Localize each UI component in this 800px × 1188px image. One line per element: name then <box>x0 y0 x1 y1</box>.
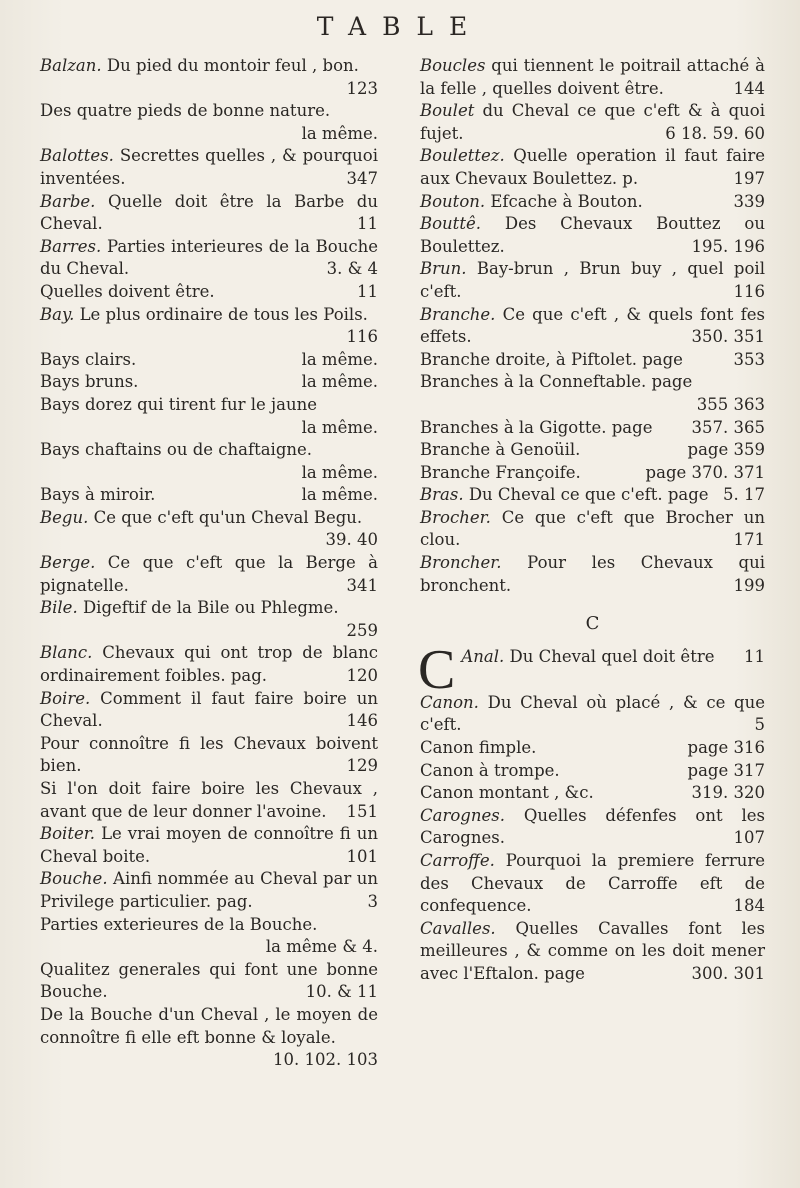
entry-text: Efcache à Bouton. <box>490 191 643 211</box>
page-reference: 11 <box>744 646 765 666</box>
index-entry <box>40 394 378 439</box>
index-entry <box>40 642 378 687</box>
entry-text: Pour les Chevaux qui bronchent. <box>420 553 765 595</box>
entry-text: Bays clairs. <box>40 349 137 369</box>
page-reference: 347 <box>346 168 378 188</box>
entry-text: Branche droite, à Piftolet. page <box>420 349 683 369</box>
index-entry <box>40 688 378 733</box>
page-reference: 129 <box>346 756 378 776</box>
index-entry <box>40 439 378 484</box>
entry-text: Parties exterieures de la Bouche. <box>40 914 318 934</box>
page-reference: 3 <box>367 891 378 911</box>
entry-text: Quelle operation il faut faire aux Chevaux Boulettez. p. <box>420 146 765 188</box>
entry-text: Qualitez generales qui font une bonne Bouche. <box>40 959 378 1002</box>
index-entry <box>420 552 765 597</box>
entry-headword: Canon. <box>420 692 479 712</box>
entry-text: Des quatre pieds de bonne nature. <box>40 101 331 121</box>
index-entry <box>420 145 765 190</box>
entry-text: Le vrai moyen de connoître fi un Cheval boite. <box>40 824 378 866</box>
page-reference: 123 <box>346 78 378 98</box>
entry-text: Du Cheval ce que c'eft. page <box>468 485 709 505</box>
page-reference: 353 <box>733 349 765 369</box>
running-header: TABLE <box>316 12 484 41</box>
page-reference: la même. <box>301 462 378 482</box>
entry-text: Quelles Cavalles font les meilleures , & comme on les doit mener avec l'Eftalon. page <box>420 918 765 983</box>
index-entry <box>40 507 378 552</box>
index-entry <box>420 805 765 850</box>
index-entry <box>40 959 378 1004</box>
page-reference: page 359 <box>687 440 765 460</box>
entry-headword: Boiter. <box>40 824 96 844</box>
index-entry <box>420 258 765 303</box>
entry-text: Branche Françoife. <box>420 462 581 482</box>
entry-headword: Boulet <box>420 101 475 121</box>
page-reference: la même. <box>301 349 378 369</box>
index-entry <box>40 733 378 778</box>
entry-headword: Berge. <box>40 553 96 573</box>
section-heading: C <box>585 613 600 635</box>
index-entry <box>420 692 765 737</box>
entry-text: Parties interieures de la Bouche du Cheval. <box>40 236 378 279</box>
page-reference: 10. 102. 103 <box>273 1050 378 1070</box>
entry-text: Branches à la Conneftable. page <box>420 372 693 392</box>
entry-headword: Bay. <box>40 304 75 324</box>
index-column-left <box>40 55 378 1072</box>
entry-text: Ainfi nommée au Cheval par un Privilege particulier. pag. <box>40 869 379 911</box>
entry-text: Du Cheval quel doit être <box>509 646 715 666</box>
index-entry <box>418 638 765 701</box>
page-reference: page 316 <box>687 738 765 758</box>
page-reference: 107 <box>733 828 765 848</box>
drop-cap: C <box>418 638 456 701</box>
entry-text: Ce que c'eft , & quels font fes effets. <box>420 304 765 347</box>
index-entry <box>40 1004 378 1072</box>
entry-headword: Boulettez. <box>420 146 505 166</box>
page-reference: la même. <box>301 417 378 437</box>
page-reference: 171 <box>733 530 765 550</box>
entry-text: Canon à trompe. <box>420 760 560 780</box>
entry-headword: Bouttê. <box>420 214 481 234</box>
entry-text: Le plus ordinaire de tous les Poils. <box>79 304 368 324</box>
page-reference: 199 <box>733 575 765 595</box>
index-entry <box>420 349 765 372</box>
entry-text: Bays dorez qui tirent fur le jaune <box>40 394 317 414</box>
page-reference: 259 <box>346 620 378 640</box>
entry-text: Du pied du montoir feul , bon. <box>106 56 359 75</box>
entry-headword: Barres. <box>40 236 102 256</box>
page-reference: 197 <box>733 168 765 188</box>
index-entry <box>420 507 765 552</box>
entry-headword: Brun. <box>420 259 467 279</box>
page-reference: 5 <box>754 715 765 735</box>
page-reference: 116 <box>733 281 765 301</box>
index-entry <box>40 304 378 349</box>
entry-headword: Branche. <box>420 304 496 324</box>
index-entry <box>420 213 765 258</box>
index-entry <box>420 484 765 507</box>
index-entry <box>420 55 765 100</box>
index-entry <box>420 782 765 805</box>
index-entry <box>420 462 765 485</box>
entry-text: Du Cheval où placé , & ce que c'eft. <box>420 692 766 735</box>
index-entry <box>40 868 378 913</box>
entry-text: Comment il faut faire boire un Cheval. <box>40 688 379 731</box>
entry-text: Bay-brun , Brun buy , quel poil c'eft. <box>420 259 765 301</box>
page-reference: 3. & 4 <box>326 259 378 279</box>
entry-text: du Cheval ce que c'eft & à quoi fujet. <box>420 101 765 143</box>
entry-text: Pour connoître fi les Chevaux boivent bien. <box>40 733 378 776</box>
index-entry <box>420 439 765 462</box>
index-entry <box>420 371 765 416</box>
page-reference: 6 18. 59. 60 <box>665 123 765 143</box>
entry-headword: Bras. <box>420 485 464 505</box>
entry-text: Secrettes quelles , & pourquoi inventées. <box>40 146 378 188</box>
index-entry <box>420 191 765 214</box>
index-entry <box>40 191 378 236</box>
entry-headword: Carognes. <box>420 805 505 825</box>
entry-headword: Bouton. <box>420 191 486 211</box>
page-reference: la même. <box>301 485 378 505</box>
entry-text: Ce que c'eft qu'un Cheval Begu. <box>93 507 363 527</box>
entry-text: Si l'on doit faire boire les Chevaux , avant que de leur donner l'avoine. <box>40 779 378 821</box>
page-reference: 146 <box>346 711 378 731</box>
page-reference: 341 <box>346 575 378 595</box>
page-reference: page 370. 371 <box>645 462 765 482</box>
entry-headword: Boucles <box>420 56 486 75</box>
page-reference: 10. & 11 <box>305 982 378 1002</box>
entry-headword: Cavalles. <box>420 918 496 938</box>
entry-headword: Carroffe. <box>420 851 495 870</box>
page-reference: 151 <box>346 801 378 821</box>
index-column-right <box>420 55 765 986</box>
entry-text: Bays bruns. <box>40 372 139 392</box>
page-reference: 357. 365 <box>691 417 765 437</box>
index-entry <box>40 778 378 823</box>
page-reference: 339 <box>733 191 765 211</box>
entry-headword: Brocher. <box>420 507 491 527</box>
entry-text: Digeftif de la Bile ou Phlegme. <box>82 598 339 618</box>
index-entry <box>420 737 765 760</box>
entry-headword: Balzan. <box>40 56 102 75</box>
entry-headword: Broncher. <box>420 553 502 573</box>
index-entry <box>40 552 378 597</box>
index-entry <box>40 55 378 100</box>
entry-text: Bays chaftains ou de chaftaigne. <box>40 440 313 460</box>
entry-text: Quelles doivent être. <box>40 281 215 301</box>
index-entry <box>40 281 378 304</box>
entry-text: Quelles défenfes ont les Carognes. <box>420 805 765 848</box>
entry-text: Bays à miroir. <box>40 485 156 505</box>
page-reference: la même & 4. <box>265 937 378 957</box>
entry-headword: Anal. <box>461 646 505 666</box>
index-entry <box>40 484 378 507</box>
page-reference: la même. <box>301 372 378 392</box>
index-entry <box>40 100 378 145</box>
entry-text: Branches à la Gigotte. page <box>420 417 653 437</box>
entry-headword: Boire. <box>40 688 91 708</box>
page-reference: 184 <box>733 896 765 916</box>
page-reference: la même. <box>301 123 378 143</box>
entry-text: qui tiennent le poitrail attaché à la felle , quelles doivent être. <box>420 56 765 98</box>
index-entry <box>420 760 765 783</box>
entry-text: Branche à Genoüil. <box>420 440 581 460</box>
page-reference: 319. 320 <box>691 783 765 803</box>
page-reference: 120 <box>346 666 378 686</box>
entry-text: Pourquoi la premiere ferrure des Chevaux de Carroffe eft de confequence. <box>420 851 765 916</box>
index-entry <box>420 417 765 440</box>
page-reference: 355 363 <box>696 394 765 414</box>
index-entry <box>420 918 765 986</box>
page-reference: 300. 301 <box>691 963 765 983</box>
index-entry <box>40 145 378 190</box>
page-reference: 5. 17 <box>723 485 765 505</box>
page-reference: 11 <box>357 281 378 301</box>
entry-text: Des Chevaux Bouttez ou Boulettez. <box>420 214 765 256</box>
entry-text: Chevaux qui ont trop de blanc ordinairement foibles. pag. <box>40 643 379 686</box>
entry-text: Canon fimple. <box>420 738 537 758</box>
index-entry <box>40 236 378 281</box>
entry-text: Canon montant , &c. <box>420 783 594 803</box>
page-reference: 116 <box>346 327 378 347</box>
index-entry <box>40 823 378 868</box>
page-reference: 11 <box>357 214 378 234</box>
index-entry <box>40 914 378 959</box>
page-reference: 39. 40 <box>325 530 378 550</box>
entry-text: Ce que c'eft que Brocher un clou. <box>420 507 765 550</box>
page-reference: 101 <box>346 846 378 866</box>
entry-headword: Bouche. <box>40 869 108 889</box>
entry-headword: Bile. <box>40 598 78 618</box>
page-reference: page 317 <box>687 760 765 780</box>
entry-headword: Blanc. <box>40 643 93 663</box>
page-reference: 195. 196 <box>691 236 765 256</box>
entry-headword: Balottes. <box>40 146 114 166</box>
index-entry <box>420 304 765 349</box>
index-entry <box>40 597 378 642</box>
index-entry <box>40 349 378 372</box>
entry-text: De la Bouche d'un Cheval , le moyen de connoître fi elle eft bonne & loyale. <box>40 1004 378 1047</box>
index-entry <box>40 371 378 394</box>
entry-headword: Barbe. <box>40 191 96 211</box>
index-entry <box>420 850 765 918</box>
entry-headword: Begu. <box>40 507 89 527</box>
page-reference: 144 <box>733 78 765 98</box>
page-reference: 350. 351 <box>691 327 765 347</box>
entry-text: Quelle doit être la Barbe du Cheval. <box>40 191 378 234</box>
index-entry <box>420 100 765 145</box>
entry-text: Ce que c'eft que la Berge à pignatelle. <box>40 553 378 595</box>
